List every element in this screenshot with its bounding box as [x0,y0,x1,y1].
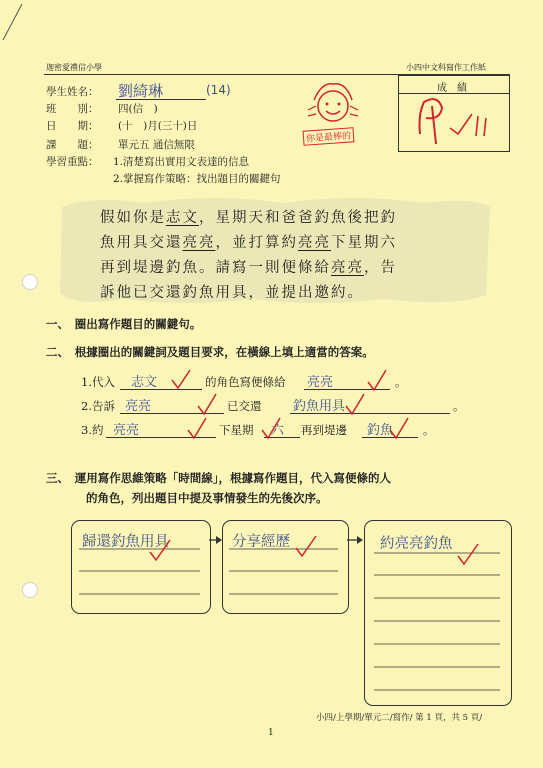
question-3-line-2: 的角色，列出題目中提及事情發生的先後次序。 [86,491,328,505]
topic-value: 單元五 通信無限 [118,139,195,151]
prompt-line-4: 訴他已交還釣魚用具，並提出邀約。 [100,285,364,301]
timeline-box-2-answer: 分享經歷 [232,534,290,550]
answer-row-2: 2.告訴 亮亮 已交還 釣魚用具 。 [81,398,471,416]
date-value: (十 )月(三十)日 [118,120,198,132]
student-name: 劉綺琳 [118,82,164,100]
class-label: 班 別： [46,103,99,115]
grade-box-label: 成 績 [437,83,467,94]
focus-label: 學習重點： [46,156,99,168]
keyword-liangliang-1: 亮亮 [182,235,216,251]
timeline-box-3-answer: 約亮亮釣魚 [380,536,453,552]
answer-row-1: 1.代入 志文 的角色寫便條給 亮亮 。 [81,374,411,392]
answer-row-3: 3.約 亮亮 下星期 六 再到堤邊 釣魚 。 [81,422,441,440]
prompt-line-3: 再到堤邊釣魚。請寫一則便條給亮亮，告 [100,260,397,276]
date-label: 日 期： [46,120,99,132]
keyword-zhiwen: 志文 [166,210,199,226]
answer-1-role: 志文 [131,375,158,390]
answer-1-recipient: 亮亮 [307,375,334,390]
stamp-text: 你是最棒的 [303,127,355,146]
answer-3-person: 亮亮 [113,423,140,438]
topic-label: 課 題： [46,139,99,151]
name-label: 學生姓名： [46,86,99,98]
question-2: 二、 根據圈出的關鍵詞及題目要求，在橫線上填上適當的答案。 [46,345,374,359]
focus-item-1: 1.清楚寫出實用文表達的信息 [113,156,250,168]
footer-reference: 小四/上學期/單元二/寫作/ 第 1 頁，共 5 頁/ [316,713,483,723]
worksheet-title: 小四中文科寫作工作紙 [406,63,486,72]
school-name: 迦密愛禮信小學 [46,63,102,72]
prompt-line-2: 魚用具交還亮亮，並打算約亮亮下星期六 [100,235,397,251]
prompt-line-1: 假如你是志文，星期天和爸爸釣魚後把釣 [100,210,397,226]
timeline-box-1-answer: 歸還釣魚用具 [82,534,169,550]
keyword-liangliang-2: 亮亮 [298,235,331,251]
focus-item-2: 2.掌握寫作策略：找出題目的關鍵句 [113,173,281,185]
page-number: 1 [268,728,274,738]
answer-3-day: 六 [271,423,285,438]
answer-2-item: 釣魚用具 [293,399,346,414]
class-number: (14) [206,83,231,97]
question-3-line-1: 三、 運用寫作思維策略「時間線」，根據寫作題目，代入寫便條的人 [46,471,391,485]
question-1: 一、 圈出寫作題目的關鍵句。 [46,317,202,331]
answer-3-activity: 釣魚 [367,423,394,438]
answer-2-person: 亮亮 [125,399,152,414]
class-value: 四(信 ) [118,103,158,115]
keyword-liangliang-3: 亮亮 [331,260,364,276]
